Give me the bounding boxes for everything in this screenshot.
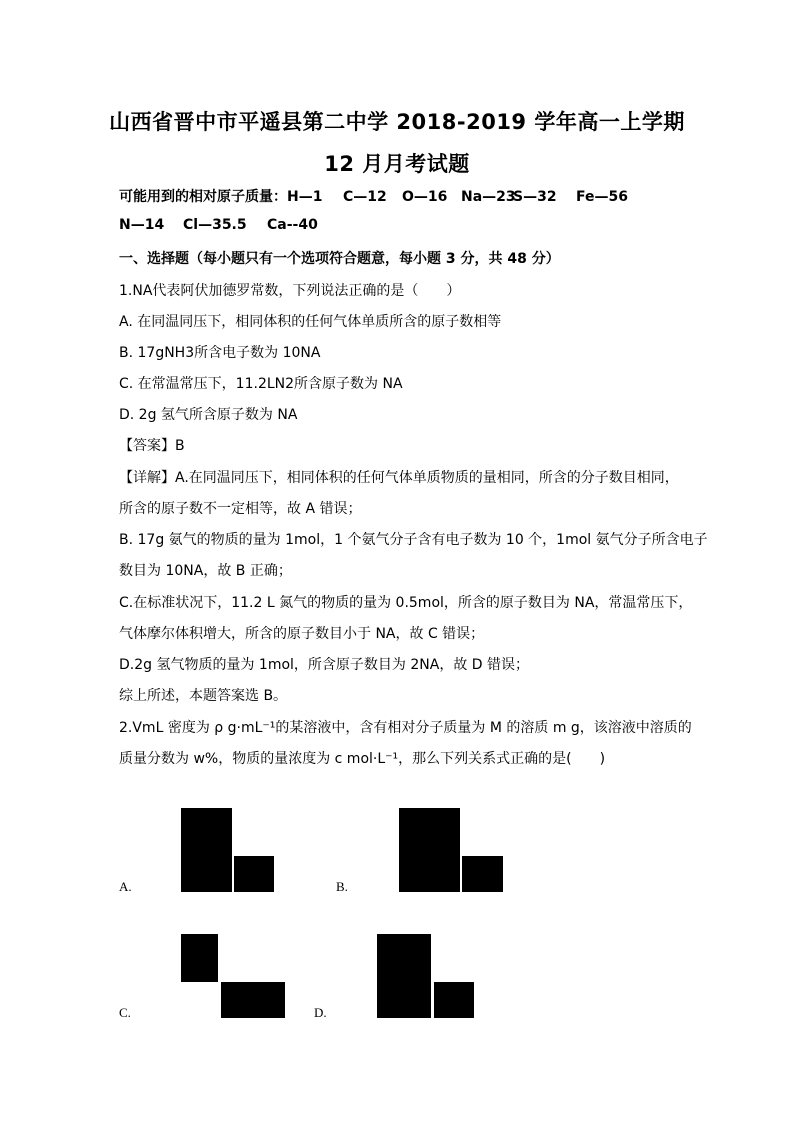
section-heading: 一、选择题（每小题只有一个选项符合题意，每小题 3 分，共 48 分） — [119, 251, 560, 267]
q2-option-a-label: A. — [119, 879, 132, 894]
mass-cl: Cl—35.5 — [183, 217, 247, 233]
mass-n: N—14 — [119, 217, 165, 233]
q1-answer: 【答案】B — [119, 438, 185, 454]
mass-c: C—12 — [343, 189, 387, 205]
mass-na: Na—23 — [461, 189, 516, 205]
q1-option-d: D. 2g 氢气所含原子数为 NA — [119, 407, 298, 423]
page-title-line1: 山西省晋中市平遥县第二中学 2018-2019 学年高一上学期 — [109, 110, 685, 134]
q1-explanation-line4: 数目为 10NA，故 B 正确； — [119, 563, 292, 579]
q2-option-c-label: C. — [119, 1005, 131, 1020]
mass-fe: Fe—56 — [576, 189, 628, 205]
page-title-line2: 12 月月考试题 — [324, 152, 470, 176]
q1-stem: 1.NA代表阿伏加德罗常数，下列说法正确的是（ ） — [119, 283, 461, 299]
q1-explanation-line2: 所含的原子数不一定相等，故 A 错误； — [119, 501, 362, 517]
q1-option-b: B. 17gNH3所含电子数为 10NA — [119, 345, 321, 361]
mass-o: O—16 — [402, 189, 448, 205]
atomic-mass-label: 可能用到的相对原子质量： — [119, 189, 287, 205]
mass-h: H—1 — [287, 189, 323, 205]
q1-explanation-line3: B. 17g 氨气的物质的量为 1mol，1 个氨气分子含有电子数为 10 个，1mol 氨气分子所含电子 — [119, 532, 708, 548]
q1-option-a: A. 在同温同压下，相同体积的任何气体单质所含的原子数相等 — [119, 314, 502, 330]
mass-ca: Ca--40 — [267, 217, 318, 233]
q1-explanation-line8: 综上所述，本题答案选 B。 — [119, 688, 288, 704]
q1-explanation-line1: 【详解】A.在同温同压下，相同体积的任何气体单质物质的量相同，所含的分子数目相同， — [119, 470, 679, 486]
q1-explanation-line5: C.在标准状况下，11.2 L 氮气的物质的量为 0.5mol，所含的原子数目为 NA，常温常压下， — [119, 595, 693, 611]
atomic-mass-row2 — [119, 217, 318, 233]
q1-option-c: C. 在常温常压下，11.2LN2所含原子数为 NA — [119, 376, 403, 392]
q1-explanation-line6: 气体摩尔体积增大，所含的原子数目小于 NA，故 C 错误； — [119, 626, 485, 642]
q1-explanation-line7: D.2g 氢气物质的量为 1mol，所含原子数目为 2NA，故 D 错误； — [119, 657, 530, 673]
q2-stem-line1: 2.VmL 密度为 ρ g·mL⁻¹的某溶液中，含有相对分子质量为 M 的溶质 m g，该溶液中溶质的 — [119, 720, 692, 736]
q2-option-b-label: B. — [336, 879, 348, 894]
atomic-mass-row1 — [119, 186, 628, 206]
mass-s: S—32 — [513, 189, 557, 205]
q2-stem-line2: 质量分数为 w%，物质的量浓度为 c mol·L⁻¹，那么下列关系式正确的是( ) — [119, 751, 606, 767]
q2-option-d-label: D. — [314, 1005, 327, 1020]
